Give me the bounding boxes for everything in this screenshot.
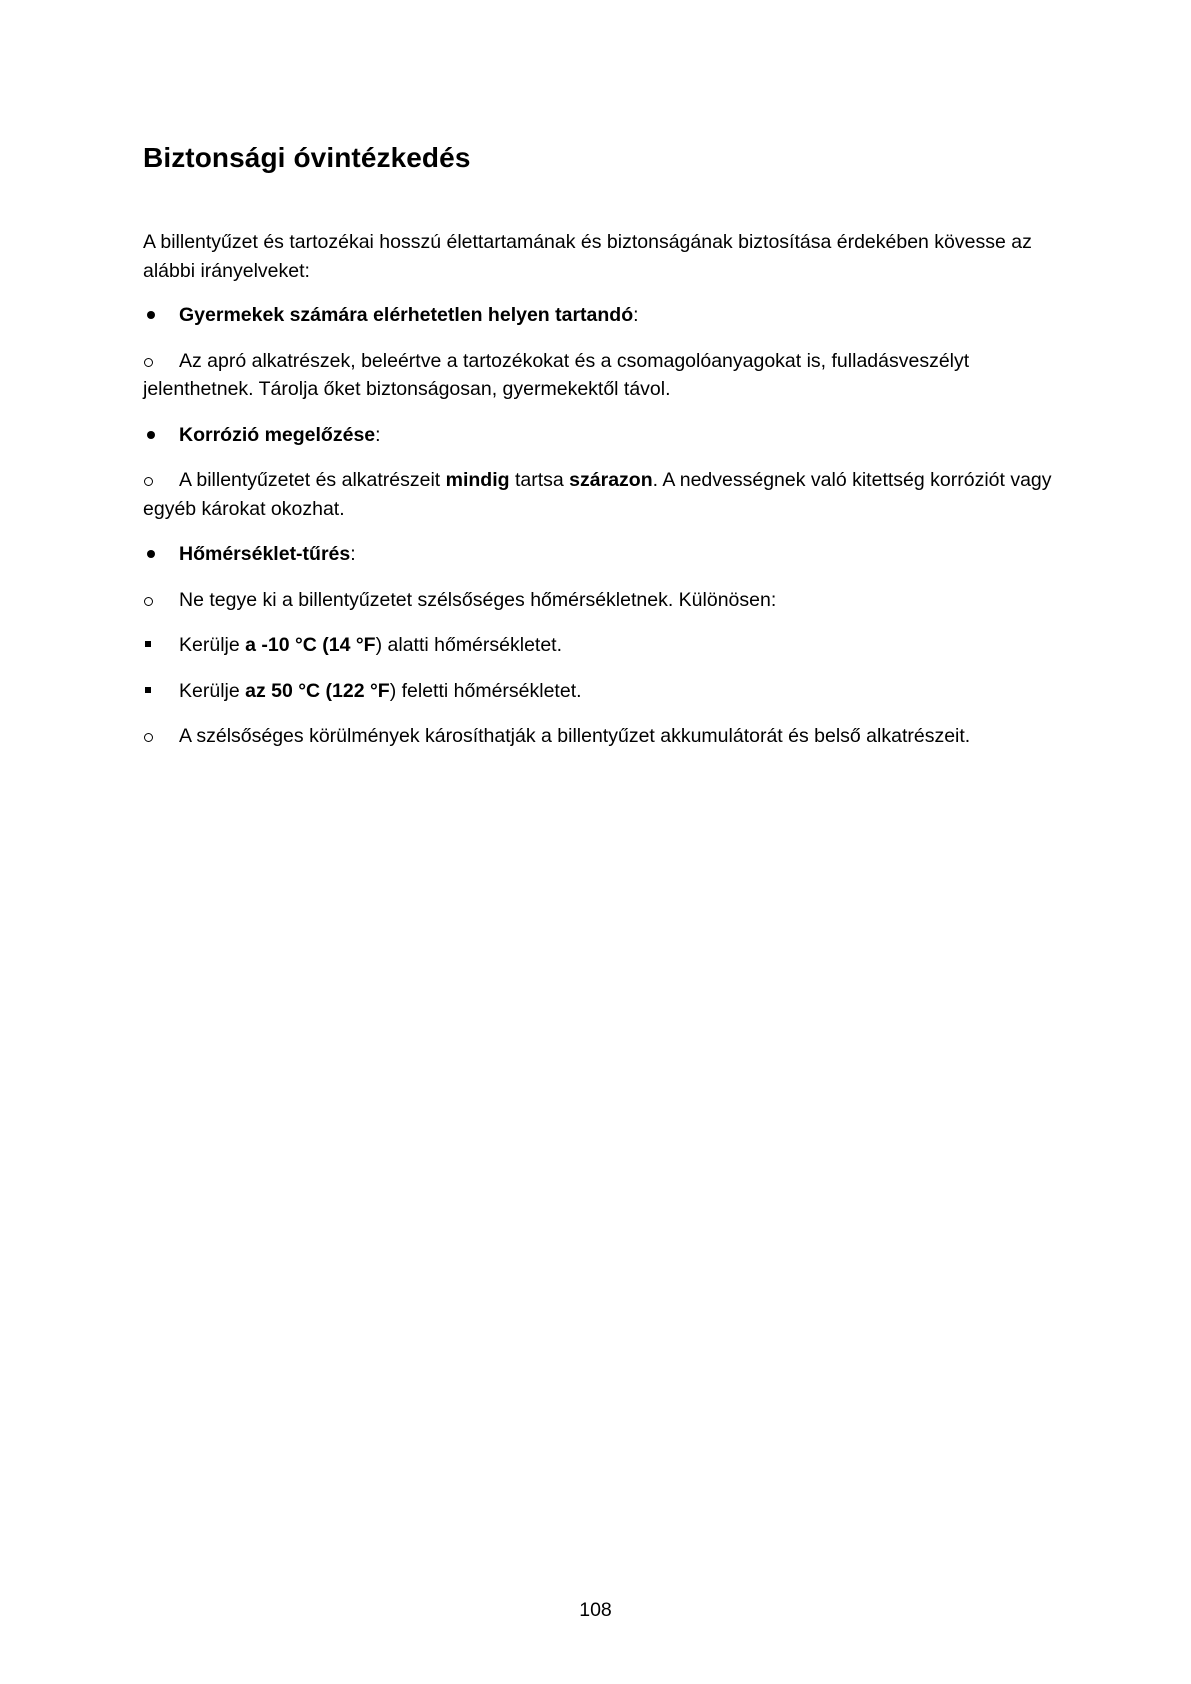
intro-paragraph: A billentyűzet és tartozékai hosszú élettartamának és biztonságának biztosítása érdekében kövesse az alábbi irányelveket: <box>143 231 1032 282</box>
text-run: Kerülje <box>179 634 246 656</box>
page-number: 108 <box>579 1599 612 1621</box>
section-heading-temperature <box>143 540 1053 569</box>
list-item <box>143 586 1053 615</box>
text-run: . A nedvességnek való kitettség korróziót vagy egyéb károkat okozhat. <box>143 469 1052 520</box>
section-heading-colon: : <box>633 304 639 326</box>
section-heading-colon: : <box>350 543 356 565</box>
emphasis-text: mindig <box>445 469 510 491</box>
section-heading-corrosion <box>143 421 1053 450</box>
sub-list-item <box>143 677 1053 706</box>
list-item-text: Az apró alkatrészek, beleértve a tartozékokat és a csomagolóanyagokat is, fulladásveszélyt jelenthetnek. Tárolja őket biztonságosan, gyermekektől távol. <box>143 349 970 400</box>
list-item <box>143 466 1053 523</box>
list-item-text: A szélsőséges körülmények károsíthatják a billentyűzet akkumulátorát és belső alkatrészeit. <box>179 725 971 747</box>
list-item <box>143 722 1053 751</box>
text-run: ) feletti hőmérsékletet. <box>389 679 582 702</box>
page-title: Biztonsági óvintézkedés <box>143 142 471 173</box>
text-run: tartsa <box>509 469 570 491</box>
emphasis-text: az 50 °C (122 °F <box>245 679 390 702</box>
document-body <box>143 228 1053 751</box>
section-heading-text: Hőmérséklet-tűrés <box>179 543 351 565</box>
list-item-text: Ne tegye ki a billentyűzetet szélsőséges hőmérsékletnek. Különösen: <box>179 588 777 611</box>
emphasis-text: a -10 °C (14 °F <box>245 634 376 656</box>
sub-list-item <box>143 631 1053 660</box>
text-run: ) alatti hőmérsékletet. <box>375 634 563 656</box>
text-run: Kerülje <box>179 679 246 702</box>
section-heading-children <box>143 301 1053 330</box>
list-item <box>143 347 1053 404</box>
emphasis-text: szárazon <box>569 469 653 491</box>
section-heading-colon: : <box>375 423 381 446</box>
section-heading-text: Gyermekek számára elérhetetlen helyen tartandó <box>179 304 634 326</box>
text-run: A billentyűzetet és alkatrészeit <box>179 469 446 491</box>
section-heading-text: Korrózió megelőzése <box>179 423 376 446</box>
